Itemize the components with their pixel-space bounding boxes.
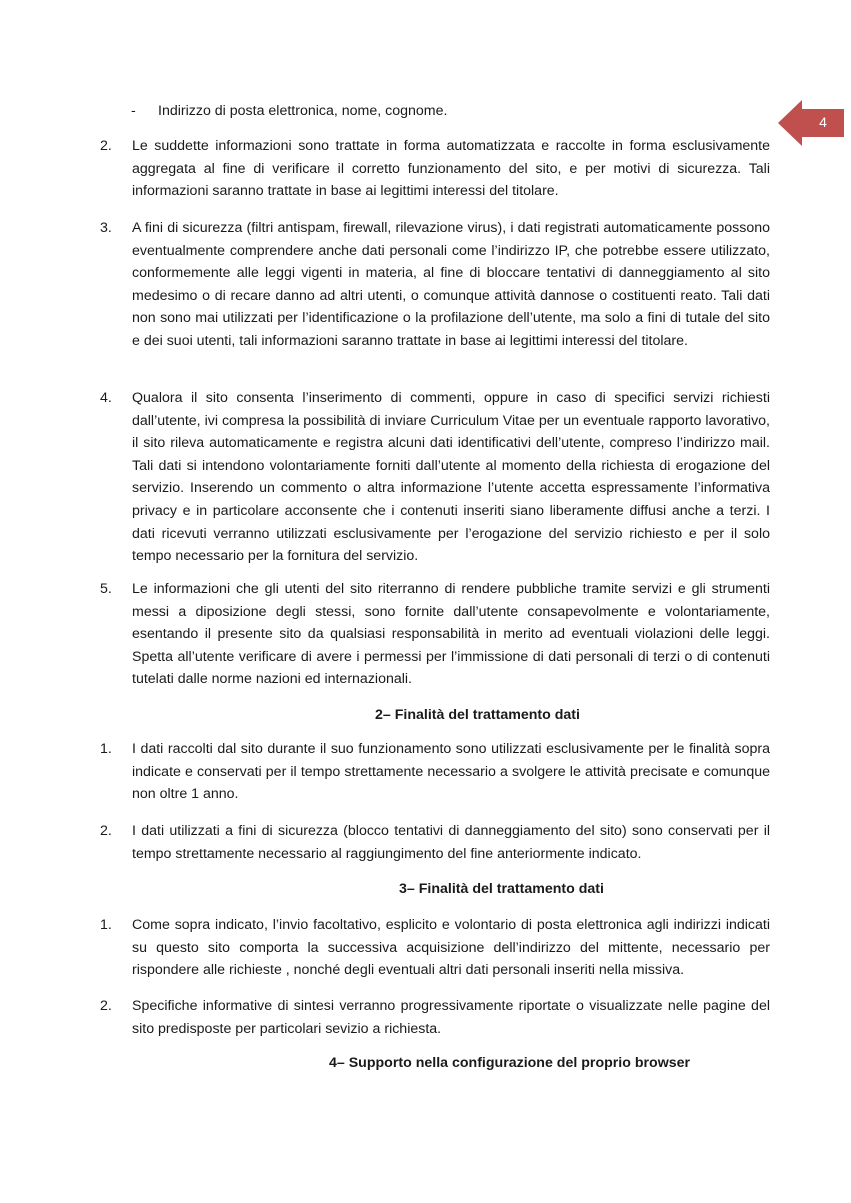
item-text: Le suddette informazioni sono trattate in forma automatizzata e raccolte in forma esclusivamente aggregata al fine di verificare il corretto funzionamento del sito, e per motivi di sicurezza. Tali informazioni saranno trattate in base ai legittimi interessi del titolare.: [132, 138, 770, 200]
item-text: I dati raccolti dal sito durante il suo funzionamento sono utilizzati esclusivamente per le finalità sopra indicate e conservati per il tempo strettamente necessario a svolgere le attività precisate e comunque non oltre 1 anno.: [132, 741, 770, 803]
item-number: 3.: [100, 220, 112, 236]
item-number: 2.: [100, 138, 112, 154]
list-item: [100, 738, 770, 806]
item-number: 4.: [100, 390, 112, 406]
list-item: [100, 995, 770, 1040]
list-item: [100, 820, 770, 865]
section-heading-4: 4– Supporto nella configurazione del proprio browser: [329, 1055, 691, 1071]
item-text: A fini di sicurezza (filtri antispam, firewall, rilevazione virus), i dati registrati automaticamente possono eventualmente comprendere anche dati personali come l’indirizzo IP, che potrebbe essere utilizzato, conformemente alle leggi vigenti in materia, al fine di bloccare tentativi di danneggiamento al sito medesimo o di recare danno ad altri utenti, o comunque attività dannose o costituenti reato. Tali dati non sono mai utilizzati per l’identificazione o la profilazione dell’utente, ma solo a fini di tutale del sito e dei suoi utenti, tali informazioni saranno trattate in base ai legittimi interessi del titolare.: [132, 220, 770, 349]
item-text: Qualora il sito consenta l’inserimento di commenti, oppure in caso di specifici servizi richiesti dall’utente, ivi compresa la possibilità di inviare Curriculum Vitae per un eventuale rapporto lavorativo, il sito rileva automaticamente e registra alcuni dati identificativi dell’utente, compreso l’indirizzo mail. Tali dati si intendono volontariamente forniti dall’utente al momento della richiesta di erogazione del servizio. Inserendo un commento o altra informazione l’utente accetta espressamente l’informativa privacy e in particolare acconsente che i contenuti inseriti siano liberamente diffusi anche a terzi. I dati ricevuti verranno utilizzati esclusivamente per l’erogazione del servizio richiesto e per il solo tempo necessario per la fornitura del servizio.: [132, 390, 770, 565]
list-item: [100, 578, 770, 691]
bullet-text: Indirizzo di posta elettronica, nome, cognome.: [158, 103, 448, 119]
item-text: Le informazioni che gli utenti del sito riterranno di rendere pubbliche tramite servizi e gli strumenti messi a diposizione degli stessi, sono fornite dall’utente consapevolmente e volontariamente, esentando il presente sito da qualsiasi responsabilità in merito ad eventuali violazioni delle leggi. Spetta all’utente verificare di avere i permessi per l’immissione di dati personali di terzi o di contenuti tutelati dalle norme nazioni ed internazionali.: [132, 581, 770, 688]
item-text: Specifiche informative di sintesi verranno progressivamente riportate o visualizzate nelle pagine del sito predisposte per particolari sevizio a richiesta.: [132, 998, 770, 1037]
item-number: 2.: [100, 823, 112, 839]
item-text: I dati utilizzati a fini di sicurezza (blocco tentativi di danneggiamento del sito) sono conservati per il tempo strettamente necessario al raggiungimento del fine anteriormente indicato.: [132, 823, 770, 862]
list-item: [100, 217, 770, 353]
item-number: 1.: [100, 741, 112, 757]
item-number: 1.: [100, 917, 112, 933]
item-number: 5.: [100, 581, 112, 597]
item-text: Come sopra indicato, l’invio facoltativo, esplicito e volontario di posta elettronica agli indirizzi indicati su questo sito comporta la successiva acquisizione dell’indirizzo del mittente, necessario per rispondere alle richieste , nonché degli eventuali altri dati personali inseriti nella missiva.: [132, 917, 770, 979]
page-number: 4: [819, 114, 827, 130]
list-item: [100, 135, 770, 203]
bullet-marker: -: [131, 103, 136, 119]
section-heading-2: 2– Finalità del trattamento dati: [375, 707, 580, 723]
list-item: [100, 387, 770, 568]
section-heading-3: 3– Finalità del trattamento dati: [399, 881, 604, 897]
item-number: 2.: [100, 998, 112, 1014]
page-number-badge: [778, 100, 844, 146]
list-item: [100, 914, 770, 982]
